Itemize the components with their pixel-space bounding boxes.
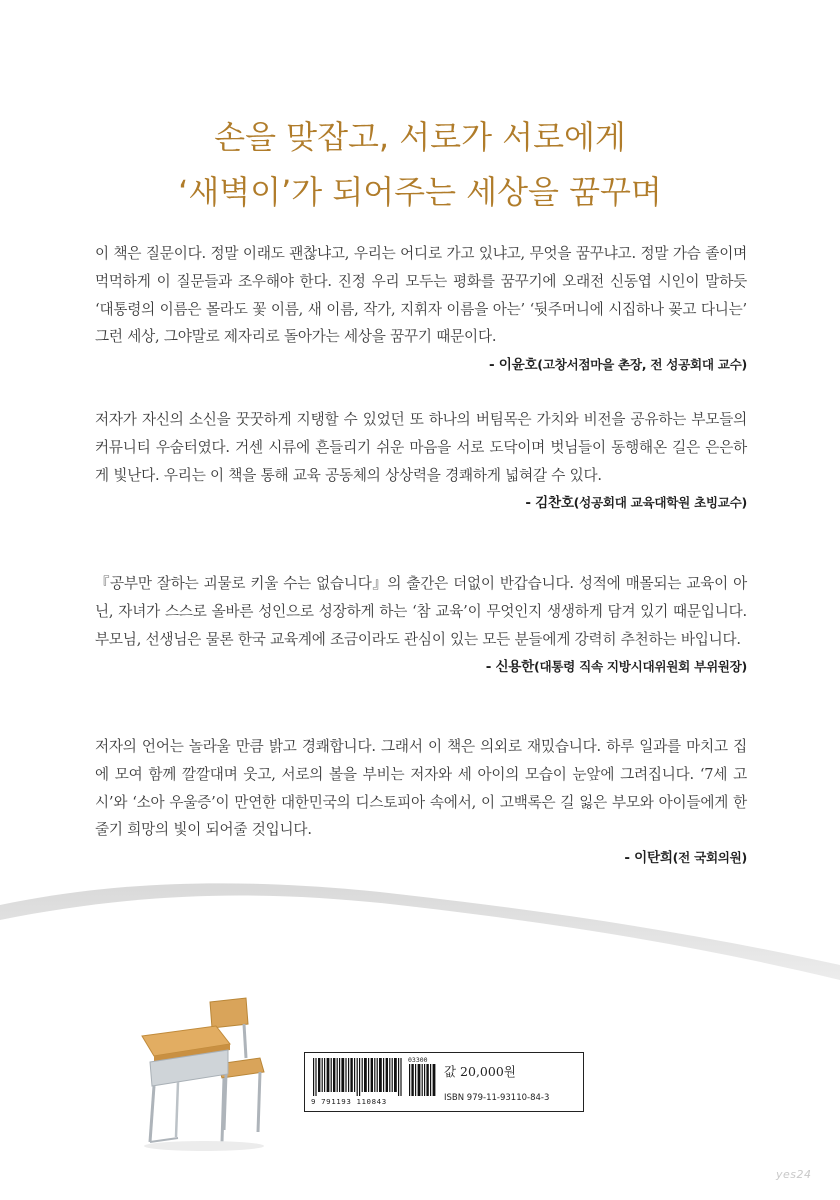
reviewer-name: - 이윤호 (489, 357, 538, 374)
reviewer-role: (대통령 직속 지방시대위원회 부위원장) (533, 659, 747, 675)
review-text: 저자의 언어는 놀라울 만큼 밝고 경쾌합니다. 그래서 이 책은 의외로 재밌습니다. 하루 일과를 마치고 집에 모여 함께 깔깔대며 웃고, 서로의 볼을 부비는 저자와 세 아이의 모습이 눈앞에 그려집니다. ‘7세 고시’와 ‘소아 우울증’이 만연한 대한민국의 디스토피아 속에서, 이 고백록은 길 잃은 부모와 아이들에게 한 줄기 희망의 빛이 되어줄 것입니다. (95, 738, 747, 839)
barcode-digits: 9 791193 110843 (311, 1097, 387, 1106)
review-3 (95, 570, 747, 678)
review-attribution (95, 656, 747, 678)
headline (0, 110, 840, 220)
school-desk-illustration (138, 992, 270, 1152)
review-text: 이 책은 질문이다. 정말 이래도 괜찮냐고, 우리는 어디로 가고 있냐고, 무엇을 꿈꾸냐고. 정말 가슴 졸이며 먹먹하게 이 질문들과 조우해야 한다. 진정 우리 모두는 평화를 꿈꾸기에 오래전 신동엽 시인이 말하듯 ‘대통령의 이름은 몰라도 꽃 이름, 새 이름, 작가, 지휘자 이름을 아는’ ‘뒷주머니에 시집하나 꽂고 다니는’ 그런 세상, 그야말로 제자리로 돌아가는 세상을 꿈꾸기 때문이다. (95, 245, 747, 346)
watermark: yes24 (776, 1168, 812, 1181)
review-text: 『공부만 잘하는 괴물로 키울 수는 없습니다』의 출간은 더없이 반갑습니다. 성적에 매몰되는 교육이 아닌, 자녀가 스스로 올바른 성인으로 성장하게 하는 ‘참 교육’이 무엇인지 생생하게 담겨 있기 때문입니다. 부모님, 선생님은 물론 한국 교육계에 조금이라도 관심이 있는 모든 분들에게 강력히 추천하는 바입니다. (95, 575, 747, 648)
reviewer-role: (성공회대 교육대학원 초빙교수) (573, 495, 747, 511)
review-attribution (95, 354, 747, 376)
reviewer-role: (전 국회의원) (672, 850, 747, 866)
isbn: ISBN 979-11-93110-84-3 (444, 1093, 550, 1103)
review-text: 저자가 자신의 소신을 꿋꿋하게 지탱할 수 있었던 또 하나의 버팀목은 가치와 비전을 공유하는 부모들의 커뮤니티 우숨터였다. 거센 시류에 흔들리기 쉬운 마음을 서로 도닥이며 벗님들이 동행해온 길은 은은하게 빛난다. 우리는 이 책을 통해 교육 공동체의 상상력을 경쾌하게 넓혀갈 수 있다. (95, 411, 747, 484)
barcode-panel (304, 1052, 584, 1112)
headline-line-2: ‘새벽이’가 되어주는 세상을 꿈꾸며 (178, 173, 662, 211)
reviewer-role: (고창서점마을 촌장, 전 성공회대 교수) (537, 357, 747, 373)
barcode-add-on: 03300 (408, 1056, 428, 1064)
reviewer-name: - 신용한 (485, 659, 534, 676)
headline-line-1: 손을 맞잡고, 서로가 서로에게 (214, 118, 626, 156)
wave-decoration (0, 870, 840, 1200)
barcode-icon (313, 1058, 437, 1098)
price: 값 20,000원 (444, 1064, 516, 1079)
review-1 (95, 240, 747, 376)
reviewer-name: - 김찬호 (525, 495, 574, 512)
review-4 (95, 733, 747, 869)
review-attribution (95, 492, 747, 514)
reviewer-name: - 이탄희 (624, 850, 673, 867)
review-attribution (95, 847, 747, 869)
review-2 (95, 406, 747, 514)
